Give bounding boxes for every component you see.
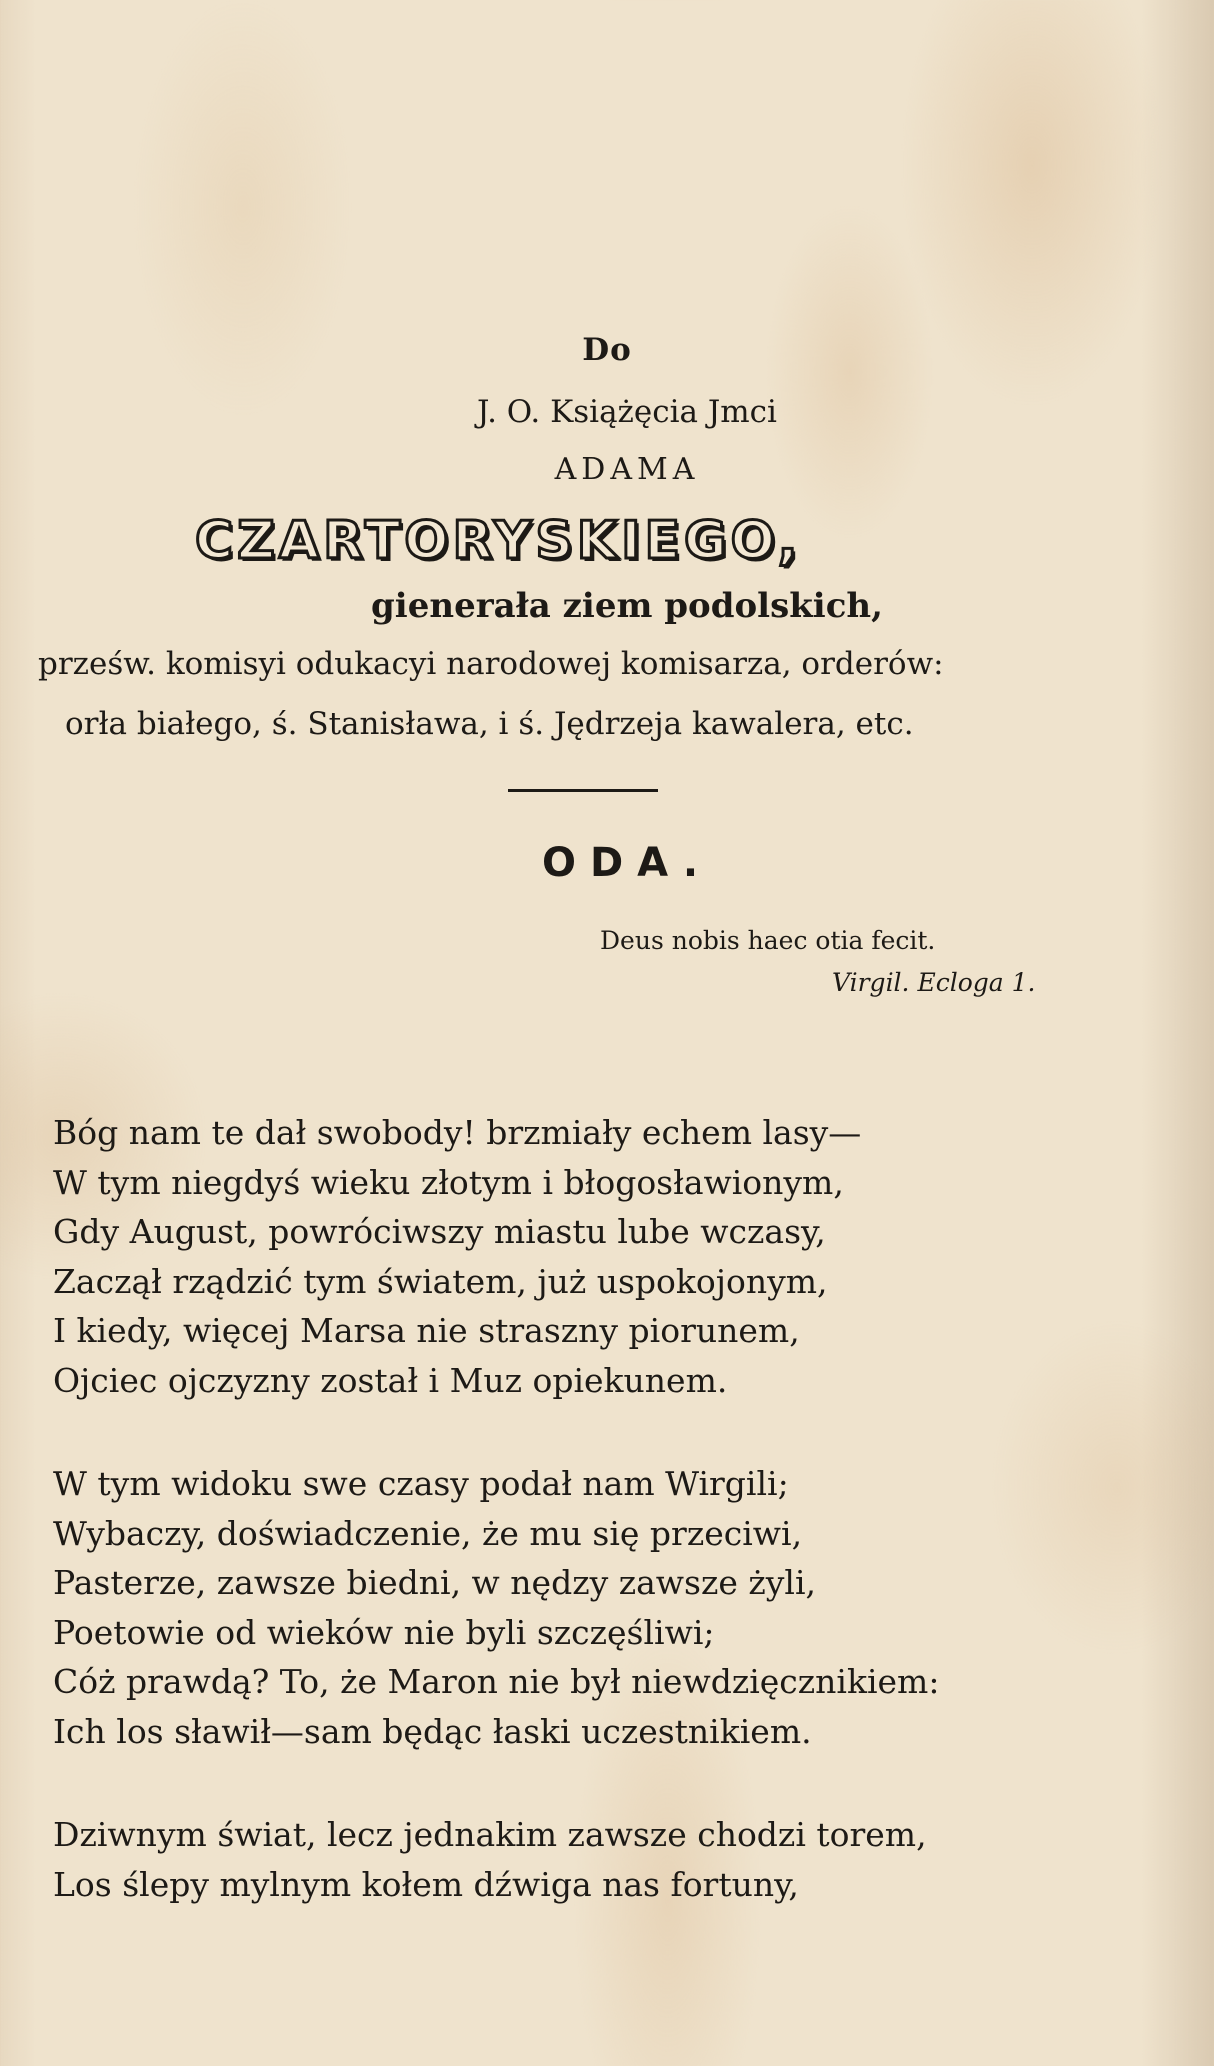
dedication-title-general: gienerała ziem podolskich,	[371, 586, 883, 626]
poem-title: ODA.	[541, 840, 713, 886]
poem-line: W tym niegdyś wieku złotym i błogosławionym,	[53, 1162, 844, 1202]
poem-line: Pasterze, zawsze biedni, w nędzy zawsze żyli,	[53, 1563, 816, 1602]
poem-line: Poetowie od wieków nie byli szczęśliwi;	[53, 1612, 715, 1652]
poem-line: W tym widoku swe czasy podał nam Wirgili;	[53, 1464, 789, 1503]
stanza	[53, 1810, 1173, 1909]
poem-line: Ich los sławił—sam będąc łaski uczestnikiem.	[53, 1711, 812, 1751]
poem-body	[53, 1108, 1173, 1963]
poem-line: Los ślepy mylnym kołem dźwiga nas fortuny,	[53, 1864, 799, 1904]
stanza	[53, 1108, 1173, 1405]
section-divider-rule	[508, 789, 658, 792]
dedication-line-orders: orła białego, ś. Stanisława, i ś. Jędrzeja kawalera, etc.	[65, 706, 914, 742]
poem-line: Dziwnym świat, lecz jednakim zawsze chodzi torem,	[53, 1815, 927, 1854]
stanza	[53, 1459, 1173, 1756]
poem-line: Zaczął rządzić tym światem, już uspokojonym,	[53, 1261, 828, 1301]
dedication-do: Do	[582, 332, 632, 368]
poem-line: I kiedy, więcej Marsa nie straszny piorunem,	[53, 1311, 800, 1350]
dedication-surname: CZARTORYSKIEGO,	[195, 511, 802, 571]
dedication-ksiazecia: J. O. Książęcia Jmci	[477, 394, 777, 430]
dedication-surname-wrap	[195, 508, 1075, 574]
dedication-adama: ADAMA	[554, 452, 700, 487]
poem-line: Gdy August, powróciwszy miastu lube wczasy,	[53, 1212, 826, 1251]
epigraph-motto: Deus nobis haec otia fecit.	[600, 926, 936, 955]
dedication-line-commissioner: prześw. komisyi odukacyi narodowej komisarza, orderów:	[38, 646, 944, 682]
poem-line: Cóż prawdą? To, że Maron nie był niewdzięcznikiem:	[53, 1662, 940, 1701]
epigraph-source: Virgil. Ecloga 1.	[832, 968, 1036, 997]
poem-line: Wybaczy, doświadczenie, że mu się przeciwi,	[53, 1513, 803, 1553]
poem-line: Bóg nam te dał swobody! brzmiały echem lasy—	[53, 1113, 862, 1152]
poem-line: Ojciec ojczyzny został i Muz opiekunem.	[53, 1360, 728, 1400]
